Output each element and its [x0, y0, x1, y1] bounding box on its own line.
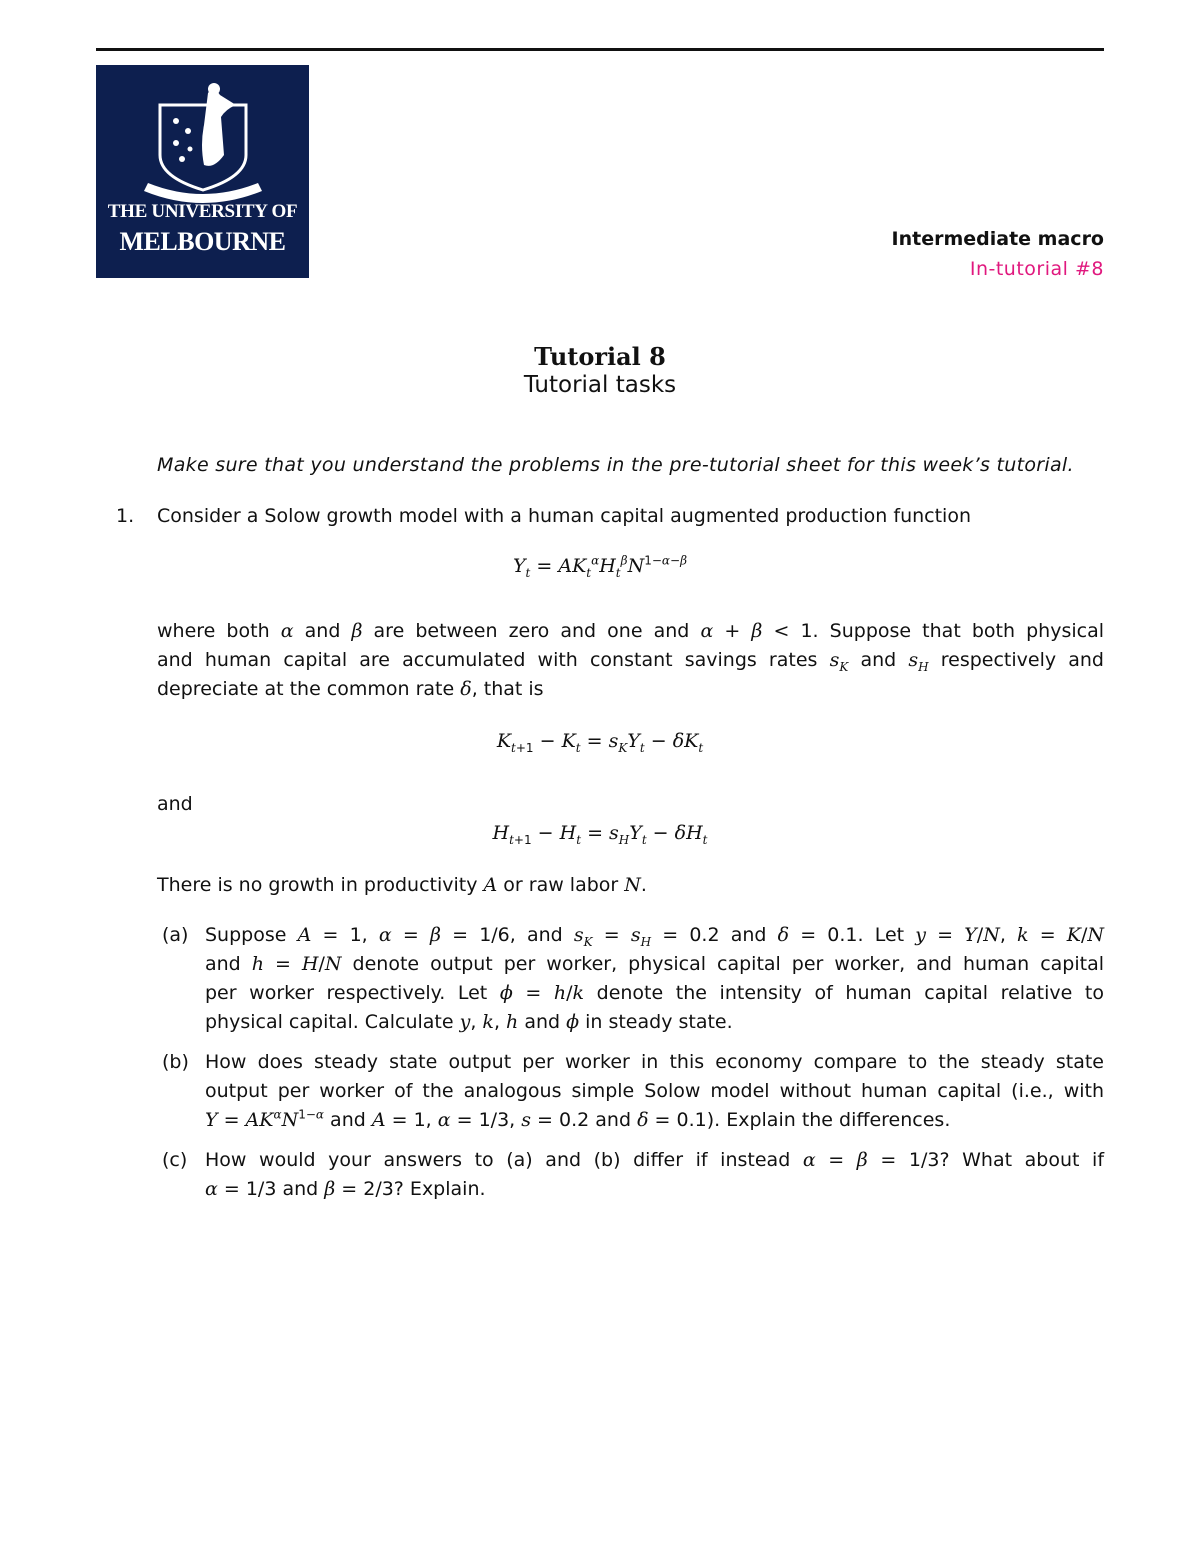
part-a-text: Suppose A = 1, α = β = 1/6, and $s_K = s_H = 0.2$ and δ = 0.1. Let y = Y/N, k = K/N and h = H/N denote output per worker, physical capital per worker, and human capital per worker respectively. Let ϕ = h/k denote the intensity of human capital relative to physical capital. Calculate y, k, h and ϕ in steady state.: [205, 924, 1105, 1033]
no-growth-statement: There is no growth in productivity A or raw labor N.: [157, 874, 647, 896]
part-c-text: How would your answers to (a) and (b) differ if instead α = β = 1/3? What about if α = 1/3 and β = 2/3? Explain.: [205, 1149, 1105, 1200]
part-b-text: How does steady state output per worker in this economy compare to the steady state output per worker of the analogous simple Solow model without human capital (i.e., with $Y = AK^\alpha N^{1-\alpha}$ and A = 1, α = 1/3, s = 0.2 and δ = 0.1). Explain the differences.: [205, 1051, 1104, 1131]
page-title: Tutorial 8: [534, 342, 666, 371]
and-label: and: [157, 793, 193, 815]
question-number: 1.: [116, 505, 135, 527]
production-function: $Y_t = AK_t^\alpha H_t^\beta N^{1-\alpha-\beta}$: [512, 553, 687, 580]
top-rule: [96, 48, 1104, 51]
part-c-label: (c): [162, 1149, 188, 1171]
capital-accumulation-equation: $K_{t+1} - K_t = s_KY_t - \delta K_t$: [496, 730, 704, 755]
course-name: Intermediate macro: [891, 228, 1104, 250]
tutorial-tag: In-tutorial #8: [969, 258, 1104, 280]
assumptions-paragraph: where both α and β are between zero and one and α + β < 1. Suppose that both physical and human capital are accumulated with constant savings rates $s_K$ and $s_H$ respectively and depreciate at the common rate δ, that is: [157, 620, 1105, 700]
part-a-label: (a): [162, 924, 189, 946]
logo-text-line2: MELBOURNE: [119, 227, 286, 256]
question-intro: Consider a Solow growth model with a human capital augmented production function: [157, 505, 972, 527]
intro-text: Make sure that you understand the problems in the pre-tutorial sheet for this week’s tutorial.: [157, 454, 1074, 476]
human-capital-equation: $H_{t+1} - H_t = s_HY_t - \delta H_t$: [492, 822, 708, 847]
part-b-label: (b): [162, 1051, 189, 1073]
page-subtitle: Tutorial tasks: [523, 372, 677, 398]
logo-text-line1: THE UNIVERSITY OF: [107, 201, 298, 222]
university-logo: [96, 65, 309, 278]
